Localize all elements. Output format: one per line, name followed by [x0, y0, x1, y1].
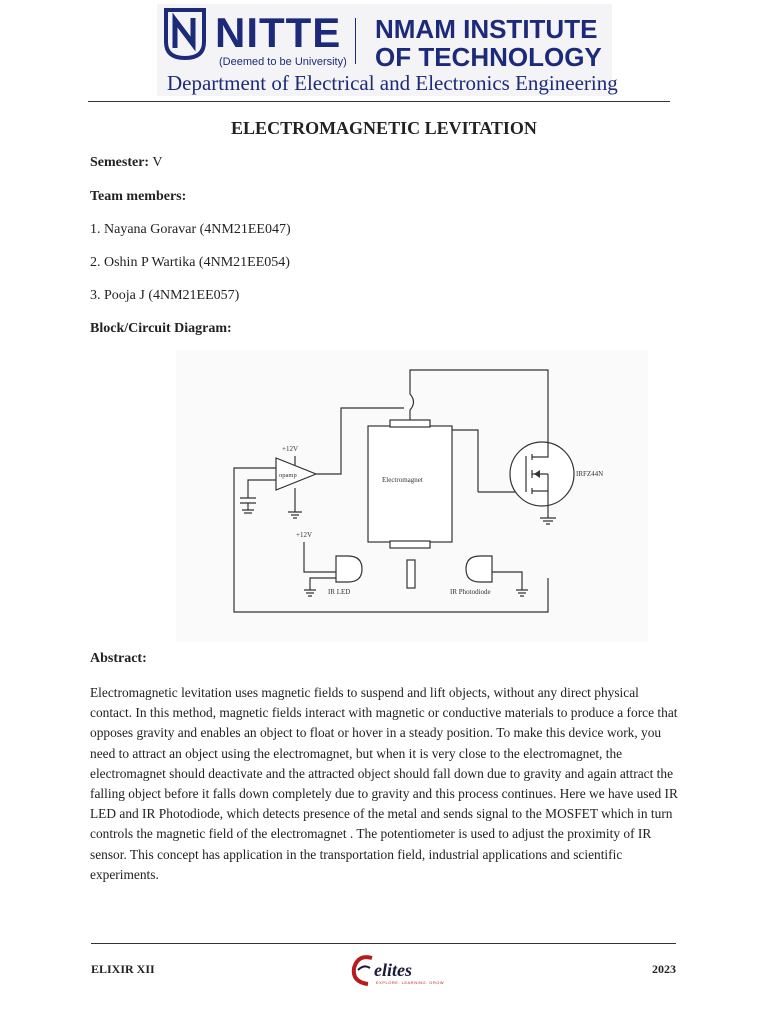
brand-deemed: (Deemed to be University)	[219, 56, 347, 68]
electromagnet-label: Electromagnet	[382, 476, 423, 484]
diagram-label: Block/Circuit Diagram:	[90, 321, 232, 336]
footer-divider	[91, 943, 676, 944]
institute-name-line2: OF TECHNOLOGY	[375, 42, 602, 72]
elites-logo-text: elites	[374, 960, 412, 980]
mosfet-label: IRFZ44N	[576, 470, 604, 478]
member-item: 3. Pooja J (4NM21EE057)	[90, 288, 240, 303]
nitte-logo-icon	[163, 8, 207, 60]
elites-logo	[350, 950, 445, 990]
semester-value: V	[149, 155, 163, 170]
header-divider	[88, 101, 670, 102]
abstract-label: Abstract:	[90, 651, 147, 666]
semester-label: Semester:	[90, 155, 150, 170]
page-title: ELECTROMAGNETIC LEVITATION	[231, 118, 537, 138]
elites-logo-tagline: EXPLORE. LEARNING. GROW	[376, 980, 445, 985]
member-item: 2. Oshin P Wartika (4NM21EE054)	[90, 255, 290, 270]
institute-name-line1: NMAM INSTITUTE	[375, 14, 598, 44]
team-label: Team members:	[90, 189, 187, 204]
header-banner	[157, 4, 618, 96]
footer-right-text: 2023	[652, 962, 676, 976]
circuit-diagram	[176, 350, 648, 642]
brand-name: NITTE	[215, 9, 342, 56]
semester-line	[90, 155, 162, 171]
vcc-top-label: +12V	[282, 445, 299, 453]
opamp-label: opamp	[279, 472, 297, 479]
brand-separator	[355, 18, 356, 64]
vcc-bottom-label: +12V	[296, 531, 313, 539]
department-name: Department of Electrical and Electronics Engineering	[167, 71, 618, 95]
ir-photodiode-label: IR Photodiode	[450, 588, 491, 596]
elites-logo-icon	[350, 952, 376, 988]
member-item: 1. Nayana Goravar (4NM21EE047)	[90, 222, 291, 237]
abstract-text: Electromagnetic levitation uses magnetic fields to suspend and lift objects, without any direct physical contact. In this method, magnetic fields interact with magnetic or conductive materials to produce a force that opposes gravity and enables an object to float or hover in a steady position. To make this device work, you need to attract an object using the electromagnet, but when it is very close to the electromagnet, the electromagnet should deactivate and the attracted object should fall down due to gravity and again attract the falling object before it falls down completely due to gravity and this process continues. Here we have used IR LED and IR Photodiode, which detects presence of the metal and sends signal to the MOSFET which in turn controls the magnetic field of the electromagnet . The potentiometer is used to adjust the proximity of IR sensor. This concept has application in the transportation field, industrial applications and scientific experiments.	[90, 685, 678, 882]
ir-led-label: IR LED	[328, 588, 351, 596]
footer-left-text: ELIXIR XII	[91, 962, 155, 976]
